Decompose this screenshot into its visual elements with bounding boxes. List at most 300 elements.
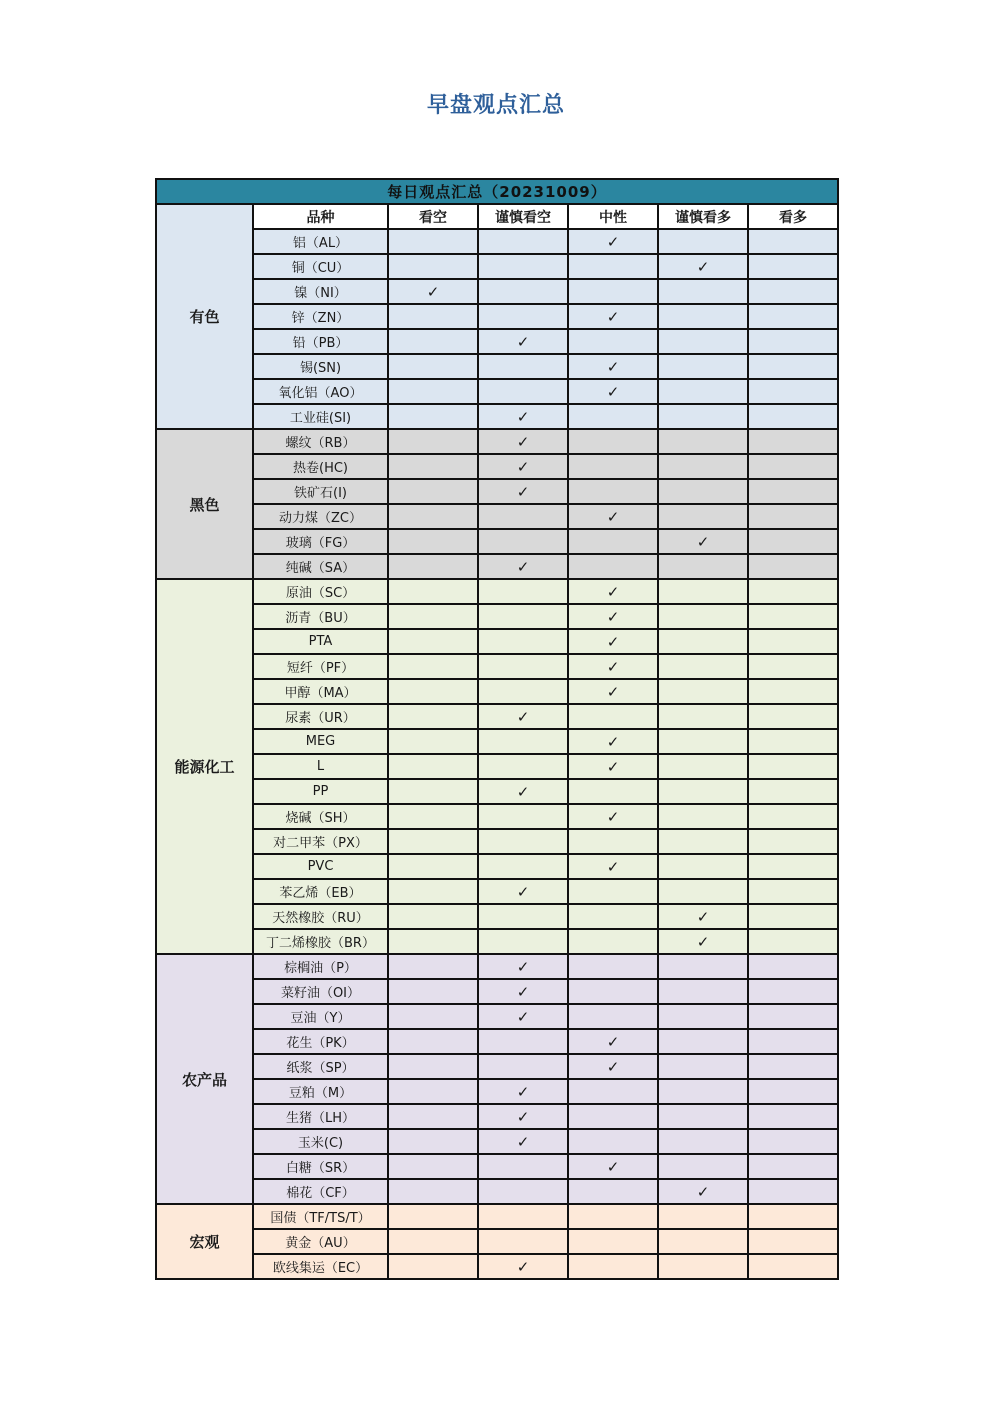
table-title-row: [156, 179, 838, 204]
view-cell: [478, 754, 568, 779]
table-row: [156, 1029, 838, 1054]
view-cell: [478, 1029, 568, 1054]
product-name: 欧线集运（EC）: [253, 1254, 388, 1279]
view-cell: [388, 1029, 478, 1054]
view-cell: [568, 929, 658, 954]
view-cell: [748, 729, 838, 754]
table-row: [156, 354, 838, 379]
product-name: L: [253, 754, 388, 779]
view-cell: [658, 229, 748, 254]
view-cell: [748, 404, 838, 429]
view-cell: [658, 604, 748, 629]
view-cell: [748, 1179, 838, 1204]
check-mark-icon: ✓: [606, 507, 620, 526]
view-cell: [478, 704, 568, 729]
view-cell: [568, 1054, 658, 1079]
product-name: 黄金（AU）: [253, 1229, 388, 1254]
view-cell: [478, 804, 568, 829]
view-cell: [658, 579, 748, 604]
view-cell: [658, 954, 748, 979]
view-cell: [388, 1104, 478, 1129]
view-cell: [388, 979, 478, 1004]
product-name: 豆粕（M）: [253, 1079, 388, 1104]
view-cell: [568, 1129, 658, 1154]
view-cell: [388, 1079, 478, 1104]
view-cell: [568, 229, 658, 254]
check-mark-icon: ✓: [606, 307, 620, 326]
product-name: 尿素（UR）: [253, 704, 388, 729]
table-row: [156, 454, 838, 479]
view-cell: [568, 604, 658, 629]
view-cell: [568, 1029, 658, 1054]
category-label: 宏观: [156, 1204, 253, 1279]
view-cell: [478, 854, 568, 879]
check-mark-icon: ✓: [606, 582, 620, 601]
check-mark-icon: ✓: [516, 1107, 530, 1126]
view-cell: [658, 654, 748, 679]
view-cell: [748, 904, 838, 929]
view-cell: [388, 504, 478, 529]
table-row: [156, 679, 838, 704]
product-name: 短纤（PF）: [253, 654, 388, 679]
view-cell: [478, 429, 568, 454]
view-cell: [388, 1229, 478, 1254]
view-cell: [388, 729, 478, 754]
product-name: MEG: [253, 729, 388, 754]
view-cell: [748, 879, 838, 904]
view-cell: [748, 779, 838, 804]
view-cell: [748, 629, 838, 654]
view-cell: [748, 454, 838, 479]
view-cell: [478, 654, 568, 679]
view-cell: [478, 1054, 568, 1079]
view-cell: [748, 1229, 838, 1254]
view-cell: [748, 1104, 838, 1129]
view-cell: [388, 429, 478, 454]
product-name: 动力煤（ZC）: [253, 504, 388, 529]
view-cell: [748, 329, 838, 354]
check-mark-icon: ✓: [606, 607, 620, 626]
view-cell: [388, 854, 478, 879]
view-cell: [658, 1229, 748, 1254]
table-row: [156, 529, 838, 554]
view-cell: [478, 904, 568, 929]
view-cell: [388, 1254, 478, 1279]
view-cell: [748, 929, 838, 954]
view-cell: [568, 304, 658, 329]
view-cell: [568, 479, 658, 504]
product-name: 菜籽油（OI）: [253, 979, 388, 1004]
product-name: 工业硅(SI): [253, 404, 388, 429]
table-row: [156, 1154, 838, 1179]
table-row: [156, 1129, 838, 1154]
view-cell: [748, 229, 838, 254]
view-cell: [388, 1204, 478, 1229]
table-row: [156, 1079, 838, 1104]
view-cell: [388, 354, 478, 379]
category-label: 农产品: [156, 954, 253, 1204]
table-row: [156, 254, 838, 279]
view-cell: [388, 329, 478, 354]
view-cell: [658, 1154, 748, 1179]
check-mark-icon: ✓: [696, 1182, 710, 1201]
view-cell: [568, 679, 658, 704]
view-cell: [568, 704, 658, 729]
view-cell: [658, 254, 748, 279]
view-cell: [748, 754, 838, 779]
view-cell: [658, 404, 748, 429]
view-cell: [658, 1104, 748, 1129]
table-row: [156, 304, 838, 329]
view-cell: [478, 729, 568, 754]
table-row: [156, 404, 838, 429]
product-name: 白糖（SR）: [253, 1154, 388, 1179]
view-cell: [568, 829, 658, 854]
table-row: [156, 929, 838, 954]
product-name: 对二甲苯（PX）: [253, 829, 388, 854]
view-cell: [478, 1229, 568, 1254]
view-cell: [478, 254, 568, 279]
check-mark-icon: ✓: [516, 957, 530, 976]
view-cell: [478, 829, 568, 854]
view-cell: [478, 1004, 568, 1029]
view-cell: [748, 479, 838, 504]
view-cell: [478, 1104, 568, 1129]
table-row: [156, 379, 838, 404]
view-cell: [388, 904, 478, 929]
view-cell: [748, 529, 838, 554]
view-cell: [388, 804, 478, 829]
product-name: 铁矿石(I): [253, 479, 388, 504]
view-cell: [388, 1054, 478, 1079]
view-cell: [478, 529, 568, 554]
view-cell: [568, 429, 658, 454]
view-cell: [568, 554, 658, 579]
view-cell: [568, 354, 658, 379]
check-mark-icon: ✓: [516, 882, 530, 901]
product-name: 沥青（BU）: [253, 604, 388, 629]
view-cell: [748, 604, 838, 629]
view-cell: [478, 1204, 568, 1229]
view-cell: [748, 704, 838, 729]
product-name: 锌（ZN）: [253, 304, 388, 329]
view-cell: [478, 279, 568, 304]
view-cell: [388, 954, 478, 979]
column-header: 中性: [568, 204, 658, 229]
view-cell: [388, 754, 478, 779]
view-cell: [748, 679, 838, 704]
product-name: 原油（SC）: [253, 579, 388, 604]
view-cell: [658, 1254, 748, 1279]
product-name: 国债（TF/TS/T）: [253, 1204, 388, 1229]
table-row: [156, 504, 838, 529]
table-row: [156, 279, 838, 304]
product-name: 甲醇（MA）: [253, 679, 388, 704]
table-row: [156, 604, 838, 629]
table-body: [156, 204, 838, 1279]
column-header: 看空: [388, 204, 478, 229]
view-cell: [658, 904, 748, 929]
view-cell: [658, 329, 748, 354]
view-cell: [658, 429, 748, 454]
view-cell: [568, 804, 658, 829]
view-cell: [658, 354, 748, 379]
product-name: 热卷(HC): [253, 454, 388, 479]
view-cell: [388, 254, 478, 279]
view-cell: [568, 1179, 658, 1204]
view-cell: [748, 1129, 838, 1154]
view-cell: [568, 954, 658, 979]
view-cell: [568, 404, 658, 429]
check-mark-icon: ✓: [516, 1257, 530, 1276]
view-cell: [748, 254, 838, 279]
view-cell: [748, 1029, 838, 1054]
view-cell: [658, 1079, 748, 1104]
view-cell: [748, 854, 838, 879]
view-cell: [658, 1054, 748, 1079]
view-cell: [658, 879, 748, 904]
view-cell: [658, 1129, 748, 1154]
view-cell: [748, 554, 838, 579]
product-name: PP: [253, 779, 388, 804]
view-cell: [388, 579, 478, 604]
table-row: [156, 954, 838, 979]
check-mark-icon: ✓: [696, 532, 710, 551]
view-cell: [568, 979, 658, 1004]
check-mark-icon: ✓: [516, 982, 530, 1001]
view-cell: [388, 604, 478, 629]
table-row: [156, 979, 838, 1004]
view-cell: [388, 679, 478, 704]
table-row: [156, 429, 838, 454]
table-title: 每日观点汇总（20231009）: [156, 179, 838, 204]
table-row: [156, 1229, 838, 1254]
check-mark-icon: ✓: [516, 407, 530, 426]
product-name: 花生（PK）: [253, 1029, 388, 1054]
view-cell: [568, 504, 658, 529]
view-cell: [568, 329, 658, 354]
product-name: PVC: [253, 854, 388, 879]
view-cell: [748, 1079, 838, 1104]
check-mark-icon: ✓: [516, 1082, 530, 1101]
table-row: [156, 1204, 838, 1229]
view-cell: [658, 779, 748, 804]
category-label: 能源化工: [156, 579, 253, 954]
view-cell: [748, 579, 838, 604]
view-cell: [748, 304, 838, 329]
column-header: 品种: [253, 204, 388, 229]
check-mark-icon: ✓: [516, 457, 530, 476]
check-mark-icon: ✓: [516, 432, 530, 451]
view-cell: [388, 454, 478, 479]
view-cell: [568, 1204, 658, 1229]
view-cell: [658, 829, 748, 854]
product-name: 烧碱（SH）: [253, 804, 388, 829]
view-cell: [568, 1229, 658, 1254]
table-row: [156, 879, 838, 904]
product-name: 铝（AL）: [253, 229, 388, 254]
view-cell: [388, 404, 478, 429]
view-cell: [388, 629, 478, 654]
table-row: [156, 1254, 838, 1279]
check-mark-icon: ✓: [516, 482, 530, 501]
view-cell: [478, 379, 568, 404]
product-name: 螺纹（RB）: [253, 429, 388, 454]
view-cell: [568, 579, 658, 604]
check-mark-icon: ✓: [606, 682, 620, 701]
view-cell: [388, 379, 478, 404]
view-cell: [748, 279, 838, 304]
product-name: 铜（CU）: [253, 254, 388, 279]
table-row: [156, 1104, 838, 1129]
check-mark-icon: ✓: [606, 382, 620, 401]
table-row: [156, 554, 838, 579]
view-cell: [748, 379, 838, 404]
view-cell: [568, 1154, 658, 1179]
view-cell: [658, 1004, 748, 1029]
table-row: [156, 904, 838, 929]
header-row: [156, 204, 838, 229]
product-name: 棕榈油（P）: [253, 954, 388, 979]
view-cell: [748, 829, 838, 854]
view-cell: [478, 479, 568, 504]
view-cell: [748, 804, 838, 829]
product-name: 纯碱（SA）: [253, 554, 388, 579]
check-mark-icon: ✓: [426, 282, 440, 301]
view-cell: [478, 929, 568, 954]
view-cell: [388, 779, 478, 804]
check-mark-icon: ✓: [516, 782, 530, 801]
view-cell: [568, 279, 658, 304]
category-label: 黑色: [156, 429, 253, 579]
view-cell: [388, 704, 478, 729]
table-row: [156, 1004, 838, 1029]
table-row: [156, 329, 838, 354]
product-name: 纸浆（SP）: [253, 1054, 388, 1079]
product-name: 铅（PB）: [253, 329, 388, 354]
table-row: [156, 654, 838, 679]
table-row: [156, 579, 838, 604]
view-cell: [568, 654, 658, 679]
view-cell: [568, 529, 658, 554]
view-cell: [658, 979, 748, 1004]
view-cell: [478, 779, 568, 804]
product-name: 氧化铝（AO）: [253, 379, 388, 404]
view-cell: [478, 1129, 568, 1154]
view-cell: [388, 279, 478, 304]
view-cell: [388, 929, 478, 954]
product-name: 生猪（LH）: [253, 1104, 388, 1129]
view-cell: [658, 1179, 748, 1204]
view-cell: [748, 354, 838, 379]
view-cell: [748, 1004, 838, 1029]
product-name: 豆油（Y）: [253, 1004, 388, 1029]
product-name: 锡(SN): [253, 354, 388, 379]
view-cell: [388, 1179, 478, 1204]
table-row: [156, 479, 838, 504]
product-name: 玉米(C): [253, 1129, 388, 1154]
view-cell: [478, 679, 568, 704]
view-cell: [568, 904, 658, 929]
view-cell: [748, 504, 838, 529]
view-cell: [748, 979, 838, 1004]
check-mark-icon: ✓: [606, 1057, 620, 1076]
category-label: 有色: [156, 204, 253, 429]
view-cell: [568, 379, 658, 404]
view-cell: [658, 504, 748, 529]
check-mark-icon: ✓: [516, 332, 530, 351]
check-mark-icon: ✓: [516, 557, 530, 576]
check-mark-icon: ✓: [606, 632, 620, 651]
product-name: 镍（NI）: [253, 279, 388, 304]
check-mark-icon: ✓: [696, 907, 710, 926]
view-cell: [568, 729, 658, 754]
view-cell: [388, 479, 478, 504]
view-cell: [568, 1004, 658, 1029]
view-cell: [388, 229, 478, 254]
view-cell: [478, 454, 568, 479]
check-mark-icon: ✓: [516, 1007, 530, 1026]
view-cell: [568, 1254, 658, 1279]
view-cell: [658, 729, 748, 754]
table-row: [156, 1179, 838, 1204]
view-cell: [658, 854, 748, 879]
view-cell: [388, 1004, 478, 1029]
product-name: 棉花（CF）: [253, 1179, 388, 1204]
check-mark-icon: ✓: [516, 1132, 530, 1151]
view-cell: [478, 1179, 568, 1204]
view-cell: [388, 654, 478, 679]
view-cell: [568, 779, 658, 804]
check-mark-icon: ✓: [606, 807, 620, 826]
table-row: [156, 779, 838, 804]
check-mark-icon: ✓: [516, 707, 530, 726]
check-mark-icon: ✓: [606, 1032, 620, 1051]
view-cell: [478, 404, 568, 429]
column-header: 谨慎看空: [478, 204, 568, 229]
view-cell: [388, 529, 478, 554]
view-cell: [388, 879, 478, 904]
view-cell: [748, 654, 838, 679]
view-cell: [658, 629, 748, 654]
check-mark-icon: ✓: [606, 657, 620, 676]
table-row: [156, 729, 838, 754]
view-cell: [568, 1079, 658, 1104]
table-row: [156, 704, 838, 729]
view-cell: [658, 929, 748, 954]
view-cell: [478, 554, 568, 579]
table-row: [156, 829, 838, 854]
view-cell: [478, 879, 568, 904]
view-cell: [568, 754, 658, 779]
view-cell: [478, 604, 568, 629]
view-cell: [388, 304, 478, 329]
table-row: [156, 1054, 838, 1079]
view-cell: [478, 629, 568, 654]
view-cell: [658, 379, 748, 404]
view-cell: [748, 954, 838, 979]
table-row: [156, 754, 838, 779]
view-cell: [658, 1204, 748, 1229]
check-mark-icon: ✓: [606, 757, 620, 776]
view-cell: [568, 854, 658, 879]
view-cell: [658, 1029, 748, 1054]
table-row: [156, 229, 838, 254]
product-name: 苯乙烯（EB）: [253, 879, 388, 904]
view-cell: [748, 429, 838, 454]
view-cell: [658, 304, 748, 329]
view-cell: [478, 1254, 568, 1279]
